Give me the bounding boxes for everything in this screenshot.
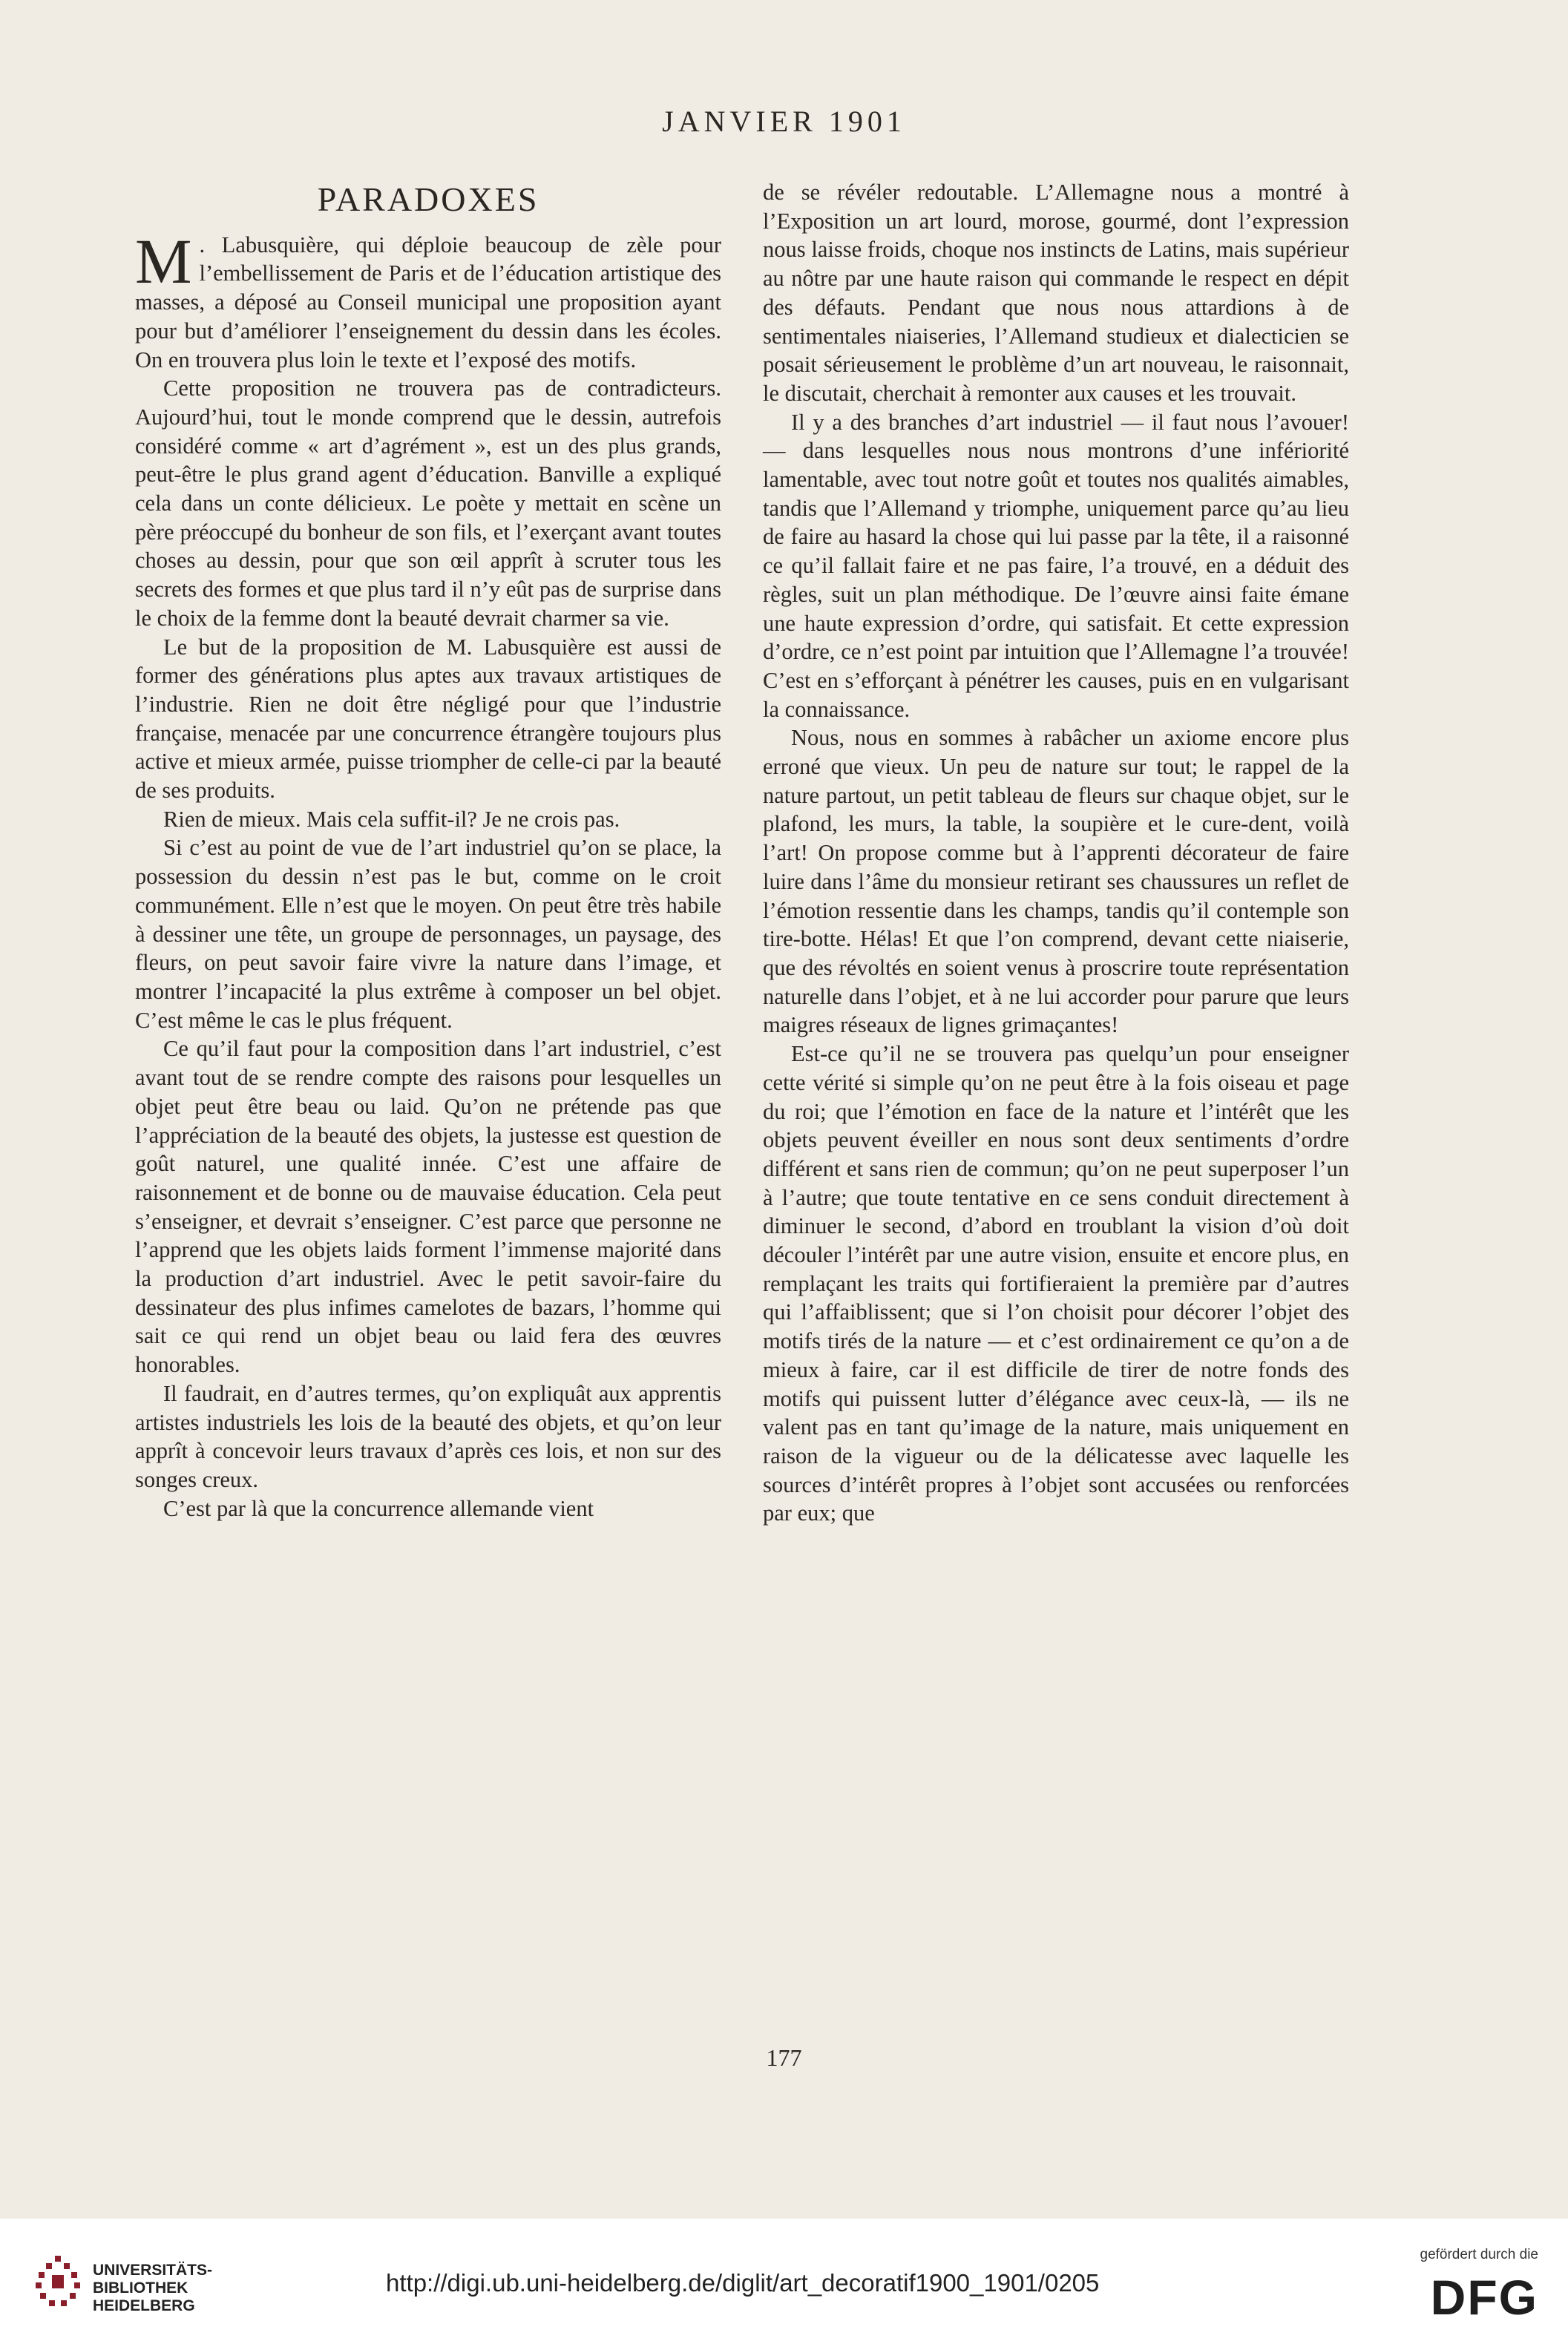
paragraph: M . Labusquière, qui déploie beaucoup de zèle pour l’embellissement de Paris et de l’éducation artistique des masses, a déposé au Conseil municipal une proposition ayant pour but d’améliorer l’enseignement du dessin dans les écoles. On en trouvera plus loin le texte et l’exposé des motifs. (135, 225, 721, 372)
paragraph: Ce qu’il faut pour la composition dans l’art industriel, c’est avant tout de se rendre compte des raisons pour lesquelles un objet peut être beau ou laid. Qu’on ne prétende pas que l’appréciation de la beauté des objets, la justesse est question de goût naturel, une qualité innée. C’est une affaire de raisonnement et de bonne ou de mauvaise éducation. Cela peut s’enseigner, et devrait s’enseigner. C’est parce que personne ne l’apprend que les objets laids forment l’immense majorité dans la production d’art industriel. Avec le petit savoir-faire du dessinateur des plus infimes camelotes de bazars, l’homme qui sait ce qui rend un objet beau ou laid fera des œuvres honorables. (135, 1036, 721, 1378)
digitization-footer (0, 2219, 1568, 2347)
paragraph: Il faudrait, en d’autres termes, qu’on expliquât aux apprentis artistes industriels les lois de la beauté des objets, et qu’on leur apprît à concevoir leurs travaux d’après ces lois, et non sur des songes creux. (135, 1380, 721, 1492)
dfg-logo: DFG (1430, 2270, 1538, 2325)
drop-cap: M (135, 225, 192, 297)
permalink-url[interactable]: http://digi.ub.uni-heidelberg.de/diglit/art_decoratif1900_1901/0205 (386, 2269, 1100, 2297)
funding-label: gefördert durch die (1420, 2247, 1538, 2262)
right-column (763, 178, 1349, 1528)
article-title: PARADOXES (317, 180, 539, 218)
paragraph: Cette proposition ne trouvera pas de contradicteurs. Aujourd’hui, tout le monde comprend que le dessin, autrefois considéré comme « art d’agrément », est un des plus grands, peut-être le plus grand agent d’éducation. Banville a expliqué cela dans un conte délicieux. Le poète y mettait en scène un père préoccupé du bonheur de son fils, et l’exerçant avant toutes choses au dessin, pour que son œil apprît à scruter tous les secrets des formes et que plus tard il n’y eût pas de surprise dans le choix de la femme dont la beauté devrait charmer sa vie. (135, 375, 721, 631)
paragraph: Si c’est au point de vue de l’art industriel qu’on se place, la possession du dessin n’est pas le but, comme on le croit communément. Elle n’est que le moyen. On peut être très habile à dessiner une tête, un groupe de personnages, un paysage, des fleurs, on peut savoir faire vivre la nature dans l’image, et montrer l’incapacité la plus extrême à composer un bel objet. C’est même le cas le plus fréquent. (135, 835, 721, 1033)
running-header: JANVIER 1901 (662, 105, 906, 138)
paragraph: Il y a des branches d’art industriel — il faut nous l’avouer! — dans lesquelles nous nous montrons d’une infériorité lamentable, avec tout notre goût et toutes nos qualités aimables, tandis que l’Allemand y triomphe, uniquement parce qu’au lieu de faire au hasard la chose qui lui passe par la tête, il a raisonné ce qu’il fallait faire et ne pas faire, l’a trouvé, en a déduit des règles, suit un plan méthodique. De l’œuvre ainsi faite émane une haute expression d’ordre, qui satisfait. Et cette expression d’ordre, ce n’est point par intuition que l’Allemagne l’a trouvée! C’est en s’efforçant à pénétrer les causes, puis en en vulgarisant la connaissance. (763, 409, 1349, 722)
university-seal-icon (28, 2253, 88, 2312)
paragraph: de se révéler redoutable. L’Allemagne nous a montré à l’Exposition un art lourd, morose, gourmé, dont l’expression nous laisse froids, choque nos instincts de Latins, mais supérieur au nôtre par une haute raison qui commande le respect en dépit des défauts. Pendant que nous nous attardions à de sentimentales niaiseries, l’Allemand studieux et dialecticien se posait sérieusement le problème d’un art nouveau, le raisonnait, le discutait, cherchait à remonter aux causes et les trouvait. (763, 180, 1349, 406)
page-number: 177 (766, 2044, 802, 2071)
paragraph: Le but de la proposition de M. Labusquière est aussi de former des générations plus aptes aux travaux artistiques de l’industrie. Rien ne doit être négligé pour que l’industrie française, menacée par une concurrence étrangère toujours plus active et mieux armée, puisse triompher de celle-ci par la beauté de ses produits. (135, 634, 721, 804)
left-column (135, 178, 721, 1523)
paragraph: Rien de mieux. Mais cela suffit-il? Je ne crois pas. (163, 806, 620, 832)
university-library-name: UNIVERSITÄTS- BIBLIOTHEK HEIDELBERG (93, 2262, 213, 2314)
paragraph: Nous, nous en sommes à rabâcher un axiome encore plus erroné que vieux. Un peu de nature sur tout; le rappel de la nature partout, un petit tableau de fleurs sur chaque objet, sur le plafond, les murs, la table, la soupière et le cure-dent, voilà l’art! On propose comme but à l’apprenti décorateur de faire luire dans l’âme du monsieur retirant ses chaussures un reflet de l’émotion ressentie dans les champs, tandis qu’il contemple son tire-botte. Hélas! Et que l’on comprend, devant cette niaiserie, que des révoltés en soient venus à proscrire toute représentation naturelle dans l’objet, et à ne lui accorder pour parure que leurs maigres réseaux de lignes grimaçantes! (763, 725, 1349, 1038)
paragraph: Est-ce qu’il ne se trouvera pas quelqu’un pour enseigner cette vérité si simple qu’on ne peut être à la fois oiseau et page du roi; que l’émotion en face de la nature et l’intérêt que les objets peuvent éveiller en nous sont deux sentiments d’ordre différent et sans rien de commun; qu’on ne peut superposer l’un à l’autre; que toute tentative en ce sens conduit directement à diminuer le second, d’abord en troublant la vision d’où doit découler l’intérêt par une autre vision, ensuite et encore plus, en remplaçant les traits qui fortifieraient la première par d’autres qui l’affaiblissent; que si l’on choisit pour décorer l’objet des motifs tirés de la nature — et c’est ordinairement ce qu’on a de mieux à faire, car il est difficile de tirer de notre fonds des motifs qui puissent lutter d’élégance avec ceux-là, — ils ne valent pas en tant qu’image de la nature, mais uniquement en raison de la vigueur ou de la délicatesse avec laquelle les sources d’intérêt propres à l’objet sont accusées ou renforcées par eux; que (763, 1041, 1349, 1526)
paragraph: C’est par là que la concurrence allemande vient (163, 1495, 594, 1521)
